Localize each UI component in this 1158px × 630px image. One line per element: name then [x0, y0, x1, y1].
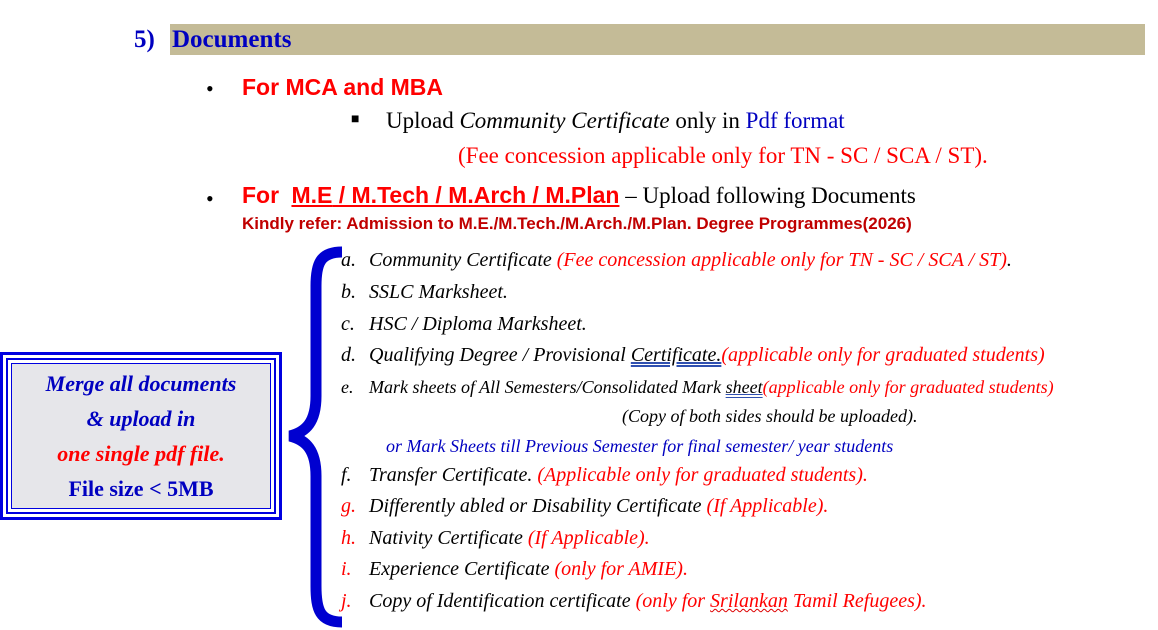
- merge-note-box: [0, 352, 282, 520]
- item-text: Mark sheets of All Semesters/Consolidated Mark: [369, 377, 726, 397]
- upload-mid: only in: [669, 108, 746, 133]
- item-label: g.: [341, 495, 356, 517]
- me-heading-me: M.E: [291, 182, 333, 208]
- item-extra-alt: or Mark Sheets till Previous Semester for final semester/ year students: [386, 436, 894, 456]
- item-underlined: Srilankan: [710, 590, 788, 612]
- item-text: Differently abled or Disability Certificate: [369, 495, 707, 517]
- document-item: [341, 249, 1012, 272]
- bullet-icon: •: [206, 76, 214, 101]
- item-label: h.: [341, 527, 356, 549]
- mca-upload-line: [386, 108, 845, 134]
- document-item: [341, 590, 927, 613]
- section-header-bar: [170, 24, 1145, 55]
- item-note: (applicable only for graduated students): [762, 377, 1054, 397]
- item-label: i.: [341, 558, 352, 580]
- document-item: [341, 344, 1045, 367]
- item-text: Transfer Certificate.: [369, 464, 538, 486]
- item-note: (Applicable only for graduated students).: [537, 464, 868, 486]
- document-item: [341, 377, 1054, 398]
- mca-concession-note: (Fee concession applicable only for TN - SC / SCA / ST).: [458, 143, 988, 168]
- item-text: Qualifying Degree / Provisional: [369, 344, 631, 366]
- document-item: [341, 527, 650, 550]
- item-text: SSLC Marksheet.: [369, 281, 508, 303]
- merge-note-line3: one single pdf file.: [57, 441, 225, 466]
- merge-note-line1: Merge all documents: [45, 371, 237, 396]
- item-note: (Fee concession applicable only for TN - SC / SCA / ST): [556, 249, 1007, 271]
- item-label: b.: [341, 281, 356, 303]
- item-label: j.: [341, 590, 352, 612]
- item-note: (applicable only for graduated students): [721, 344, 1045, 366]
- document-item: [341, 464, 868, 487]
- square-bullet-icon: ■: [351, 112, 360, 127]
- item-label: f.: [341, 464, 352, 486]
- document-item: [341, 281, 508, 304]
- bullet-icon: •: [206, 186, 214, 211]
- document-item: [341, 313, 587, 336]
- document-item: [341, 495, 828, 518]
- item-note: (only for: [635, 590, 711, 612]
- item-text: HSC / Diploma Marksheet.: [369, 313, 587, 335]
- item-text: Experience Certificate: [369, 558, 555, 580]
- merge-note-line2: & upload in: [86, 406, 196, 431]
- item-label: c.: [341, 313, 355, 335]
- item-text: Copy of Identification certificate: [369, 590, 636, 612]
- item-note: (If Applicable).: [527, 527, 650, 549]
- item-note: (only for AMIE).: [554, 558, 688, 580]
- me-heading-prefix: For: [242, 182, 286, 208]
- section-title: Documents: [172, 26, 292, 53]
- me-heading-rest: / M.Tech / M.Arch / M.Plan: [332, 182, 620, 208]
- item-tail: .: [1006, 249, 1012, 271]
- me-heading-suffix: – Upload following Documents: [619, 183, 916, 208]
- me-heading: [242, 182, 916, 209]
- item-note: (If Applicable).: [706, 495, 829, 517]
- section-number: 5): [134, 26, 155, 53]
- upload-format: Pdf format: [745, 108, 845, 133]
- item-label: a.: [341, 249, 356, 271]
- item-label: e.: [341, 377, 354, 397]
- upload-prefix: Upload: [386, 108, 460, 133]
- upload-doc: Community Certificate: [459, 108, 670, 133]
- document-item: [341, 558, 688, 581]
- item-extra-note: (Copy of both sides should be uploaded).: [622, 406, 918, 426]
- item-underlined: Certificate.: [630, 344, 722, 366]
- item-text: Community Certificate: [369, 249, 557, 271]
- mca-mba-heading: For MCA and MBA: [242, 74, 444, 100]
- reference-note: Kindly refer: Admission to M.E./M.Tech./M.Arch./M.Plan. Degree Programmes(2026): [242, 214, 912, 233]
- item-underlined: sheet: [725, 377, 763, 397]
- item-tail: Tamil Refugees).: [787, 590, 927, 612]
- item-label: d.: [341, 344, 356, 366]
- item-text: Nativity Certificate: [369, 527, 528, 549]
- merge-note-line4: File size < 5MB: [68, 476, 214, 501]
